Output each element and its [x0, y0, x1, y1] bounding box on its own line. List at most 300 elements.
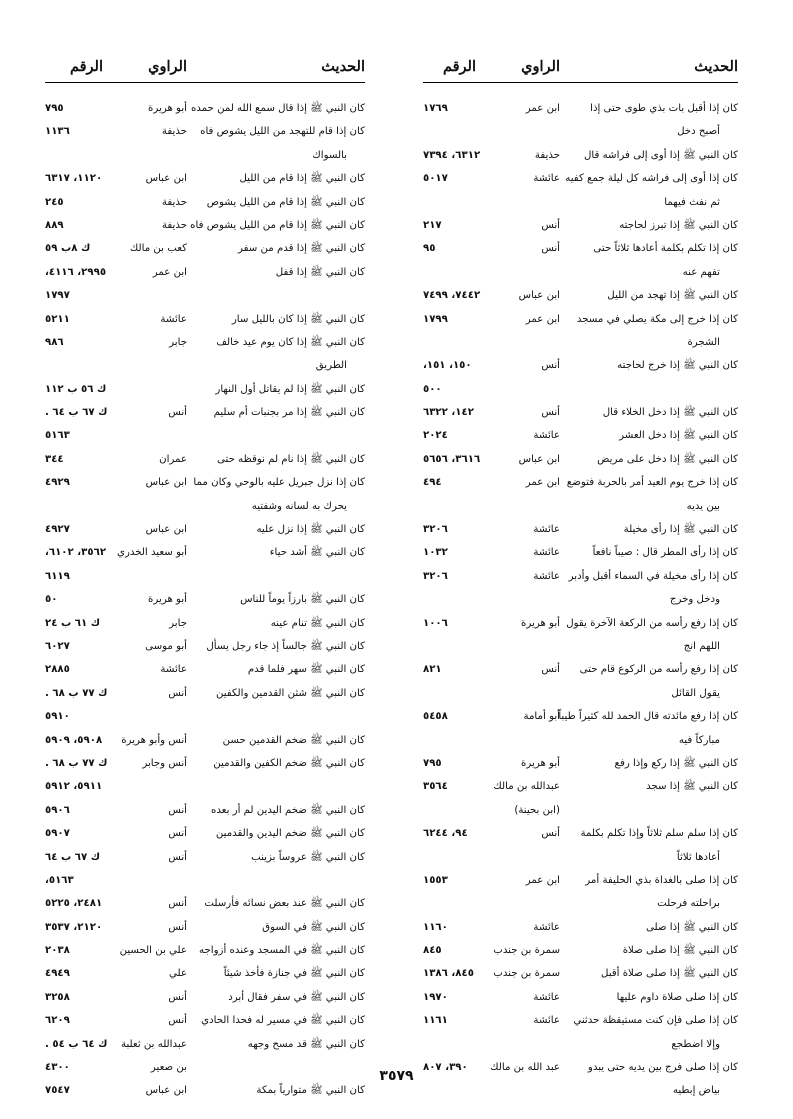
hadith-text: أعادها ثلاثاً	[676, 851, 720, 863]
hadith-text: كان النبي ﷺ إذا تبرز لحاجته	[619, 219, 738, 231]
hadith-number: ١٠٣٢	[423, 547, 448, 559]
hadith-text: بالسواك	[312, 149, 347, 161]
index-row	[423, 729, 738, 752]
hadith-number: ٣٤٤	[45, 453, 64, 465]
index-row	[423, 612, 738, 635]
index-row	[423, 308, 738, 331]
hadith-text: كان النبي ﷺ إذا نام لم نوقظه حتى	[217, 453, 365, 465]
hadith-text: كان النبي ﷺ إذا دخل على مريض	[597, 453, 738, 465]
hadith-text: كان النبي ﷺ في السوق	[262, 921, 365, 933]
hadith-text: كان النبي ﷺ إذا دخل الخلاء قال	[602, 407, 738, 419]
hadith-number: ١٧٩٩	[423, 313, 448, 325]
index-row	[45, 892, 365, 915]
narrator: عبد الله بن مالك	[490, 1062, 560, 1074]
hadith-number: ٣٦١٦، ٥٦٥٦	[423, 453, 481, 465]
header-hadith: الحديث	[694, 58, 738, 75]
hadith-number: ٥٩٠٧	[45, 828, 70, 840]
narrator: بن صعير	[150, 1062, 187, 1074]
index-row	[45, 191, 365, 214]
hadith-number: ١١٦٠	[423, 921, 448, 933]
hadith-text: ودخل وخرج	[669, 594, 720, 606]
hadith-number: ٣٥٦٢، ٦١٠٢،	[45, 547, 107, 559]
index-row	[423, 822, 738, 845]
hadith-text: كان النبي ﷺ في سفر فقال أبرد	[228, 991, 365, 1003]
index-row	[45, 565, 365, 588]
hadith-number: ٤٩٤٩	[45, 968, 70, 980]
hadith-number: ٢٤٨١، ٥٢٢٥	[45, 898, 103, 910]
narrator: ابن عباس	[518, 290, 560, 302]
hadith-number: ١٧٦٩	[423, 103, 448, 114]
hadith-text: كان النبي ﷺ ضخم اليدين لم أر بعده	[210, 804, 365, 816]
hadith-number: ٧٩٥	[45, 103, 64, 114]
hadith-text: كان النبي ﷺ ضخم اليدين والقدمين	[215, 828, 365, 840]
hadith-number: ٢٩٩٥، ٤١١٦،	[45, 266, 107, 278]
hadith-number: ك ٦٧ ب ٦٤ .	[45, 407, 108, 419]
hadith-text: وإلا اضطجع	[671, 1038, 720, 1050]
left-column	[45, 52, 365, 1103]
narrator: أنس	[168, 898, 187, 910]
hadith-text: كان النبي ﷺ إذا لم يقاتل أول النهار	[215, 383, 365, 395]
narrator: أبو هريرة	[521, 757, 560, 769]
hadith-text: كان إذا تكلم بكلمة أعادها ثلاثاً حتى	[593, 243, 738, 255]
index-row	[45, 354, 365, 377]
index-row	[45, 1033, 365, 1056]
hadith-number: ٦٣١٢، ٧٣٩٤	[423, 149, 481, 161]
narrator: عائشة	[160, 664, 187, 676]
hadith-text: كان النبي ﷺ إذا تهجد من الليل	[607, 290, 738, 302]
index-row	[45, 612, 365, 635]
narrator: أنس	[168, 851, 187, 863]
index-row	[45, 401, 365, 424]
hadith-text: كان إذا قام للتهجد من الليل يشوص فاه	[200, 126, 365, 138]
narrator: أبو سعيد الخدري	[116, 547, 187, 559]
index-row	[423, 752, 738, 775]
index-row	[45, 799, 365, 822]
hadith-number: ٥٤٥٨	[423, 711, 448, 723]
hadith-number: ك ٦٧ ب ٦٤	[45, 851, 101, 863]
narrator: علي	[169, 968, 187, 980]
index-row	[423, 588, 738, 611]
narrator: حذيفة	[161, 126, 187, 138]
narrator: كعب بن مالك	[129, 243, 187, 255]
hadith-text: كان إذا صلى بالغداة بذي الحليفة أمر	[585, 874, 738, 886]
hadith-number: ك ٧٧ ب ٦٨ .	[45, 687, 108, 699]
narrator: ابن عمر	[525, 477, 560, 489]
hadith-number: ١١٣٦	[45, 126, 70, 138]
index-row	[423, 916, 738, 939]
narrator: أنس وجابر	[142, 757, 187, 769]
hadith-text: مباركاً فيه	[678, 734, 720, 746]
index-row	[423, 378, 738, 401]
index-row	[423, 775, 738, 798]
hadith-text: كان النبي ﷺ إذا سجد	[646, 781, 738, 793]
hadith-number: ٢٤٥	[45, 196, 64, 208]
hadith-text: أصبح دخل	[677, 126, 720, 138]
index-row	[423, 144, 738, 167]
hadith-number: ٨٤٥	[423, 945, 442, 957]
narrator: سمرة بن جندب	[493, 945, 560, 957]
hadith-number: ٦٠٢٧	[45, 640, 70, 652]
hadith-text: كان النبي ﷺ تنام عينه	[270, 617, 365, 629]
hadith-number: ٤٩٢٧	[45, 524, 70, 536]
hadith-number: ٩٤، ٦٢٤٤	[423, 828, 468, 840]
hadith-number: ٣٢٠٦	[423, 524, 448, 536]
hadith-text: كان النبي ﷺ إذا كان بالليل سار	[231, 313, 365, 325]
hadith-text: كان النبي ﷺ بارزاً يوماً للناس	[240, 594, 365, 606]
index-row	[45, 822, 365, 845]
hadith-text: كان النبي ﷺ في جنازة فأخذ شيئاً	[223, 968, 365, 980]
hadith-text: كان النبي ﷺ في المسجد وعنده أزواجه	[199, 945, 365, 957]
narrator: أنس	[168, 687, 187, 699]
index-row	[45, 682, 365, 705]
narrator: أنس	[541, 243, 560, 255]
hadith-number: ٦٢٠٩	[45, 1015, 70, 1027]
index-row	[45, 588, 365, 611]
narrator: عائشة	[533, 173, 560, 185]
index-row	[45, 214, 365, 237]
hadith-number: ك ٥٦ ب ١١٢	[45, 383, 107, 395]
hadith-number: ٣٢٠٦	[423, 570, 448, 582]
narrator: جابر	[169, 336, 187, 348]
hadith-number: ٥٠٠	[423, 383, 442, 395]
hadith-number: ٢٠٢٤	[423, 430, 448, 442]
index-row	[423, 892, 738, 915]
narrator: أنس	[168, 921, 187, 933]
hadith-text: كان النبي ﷺ إذا خرج لحاجته	[617, 360, 738, 372]
hadith-number: ١٧٩٧	[45, 290, 70, 302]
narrator: ابن عباس	[145, 524, 187, 536]
hadith-text: كان النبي ﷺ إذا قام من الليل	[239, 173, 365, 185]
narrator: ابن عباس	[145, 477, 187, 489]
hadith-number: ١٩٧٠	[423, 991, 448, 1003]
hadith-text: ثم نفث فيهما	[664, 196, 720, 208]
narrator: أنس	[541, 360, 560, 372]
hadith-number: ٢٨٨٥	[45, 664, 70, 676]
narrator: أبو موسى	[145, 640, 187, 652]
hadith-number: ١١٦١	[423, 1015, 448, 1027]
header-hadith: الحديث	[321, 58, 365, 75]
index-row	[423, 167, 738, 190]
hadith-text: تفهم عنه	[682, 266, 720, 278]
hadith-number: ٤٣٠٠	[45, 1062, 70, 1074]
index-row	[423, 1009, 738, 1032]
index-row	[45, 775, 365, 798]
hadith-text: كان إذا خرج يوم العيد أمر بالحربة فتوضع	[566, 477, 738, 489]
hadith-text: كان إذا أوى إلى فراشه كل ليلة جمع كفيه	[565, 173, 738, 185]
hadith-text: كان إذا صلى صلاة داوم عليها	[616, 991, 738, 1003]
hadith-number: ١٥٠، ١٥١،	[423, 360, 472, 372]
narrator: عمران	[159, 453, 187, 465]
index-row	[45, 331, 365, 354]
narrator: عائشة	[533, 524, 560, 536]
hadith-number: ١١٢٠، ٦٣١٧	[45, 173, 103, 185]
index-row	[45, 986, 365, 1009]
hadith-number: ٧٤٤٢، ٧٤٩٩	[423, 290, 481, 302]
index-row	[45, 167, 365, 190]
narrator: ابن عمر	[525, 874, 560, 886]
hadith-number: ٥١٦٣	[45, 430, 70, 442]
hadith-text: يحرك به لسانه وشفتيه	[251, 500, 347, 512]
index-row	[423, 331, 738, 354]
hadith-text: كان إذا أقبل بات بذي طوى حتى إذا	[590, 103, 738, 114]
index-row	[423, 541, 738, 564]
index-row	[45, 495, 365, 518]
hadith-number: ٥٢١١	[45, 313, 70, 325]
header-raqam: الرقم	[69, 58, 103, 75]
index-row	[423, 962, 738, 985]
hadith-number: ١٠٠٦	[423, 617, 448, 629]
index-row	[45, 962, 365, 985]
hadith-text: كان النبي ﷺ إذا ركع وإذا رفع	[614, 757, 738, 769]
index-row	[423, 518, 738, 541]
hadith-text: كان النبي ﷺ إذا قفل	[275, 266, 365, 278]
narrator: أنس	[168, 804, 187, 816]
hadith-text: كان النبي ﷺ إذا قدم من سفر	[238, 243, 365, 255]
narrator: عائشة	[160, 313, 187, 325]
page-number: ٣٥٧٩	[379, 1068, 414, 1084]
index-row	[45, 448, 365, 471]
index-row	[423, 354, 738, 377]
index-row	[423, 705, 738, 728]
column-header	[423, 52, 738, 83]
narrator: جابر	[169, 617, 187, 629]
index-row	[423, 495, 738, 518]
hadith-number: ١٤٢، ٦٣٢٢	[423, 407, 474, 419]
hadith-text: كان النبي ﷺ إذا كان يوم عيد خالف	[216, 336, 365, 348]
narrator: عائشة	[533, 570, 560, 582]
index-row	[423, 565, 738, 588]
hadith-number: ٦١١٩	[45, 570, 70, 582]
index-row	[45, 378, 365, 401]
index-row	[423, 1033, 738, 1056]
hadith-text: بين يديه	[686, 500, 720, 512]
narrator: ابن عمر	[525, 313, 560, 325]
narrator: أنس	[168, 1015, 187, 1027]
hadith-text: كان النبي ﷺ جالساً إذ جاء رجل يسأل	[206, 640, 365, 652]
index-row	[423, 214, 738, 237]
hadith-number: ٨٢١	[423, 664, 442, 676]
header-rawi: الراوي	[521, 58, 560, 75]
hadith-number: ٩٥	[423, 243, 436, 255]
hadith-text: كان النبي ﷺ إذا صلى صلاة أقبل	[600, 968, 738, 980]
narrator: ابن عباس	[518, 453, 560, 465]
hadith-number: ك ٦١ ب ٢٤	[45, 617, 101, 629]
hadith-text: بياض إبطيه	[672, 1085, 720, 1097]
hadith-text: كان النبي ﷺ ضخم الكفين والقدمين	[213, 757, 365, 769]
narrator: أبو هريرة	[148, 103, 187, 114]
hadith-text: كان النبي ﷺ إذا أوى إلى فراشه قال	[583, 149, 738, 161]
narrator: عبدالله بن ثعلبة	[121, 1038, 187, 1050]
narrator: ابن عمر	[525, 103, 560, 114]
narrator: علي بن الحسين	[119, 945, 187, 957]
hadith-text: كان إذا خرج إلى مكة يصلي في مسجد	[576, 313, 738, 325]
narrator: أنس	[541, 219, 560, 231]
index-row	[45, 308, 365, 331]
hadith-text: كان النبي ﷺ إذا قام من الليل يشوص	[206, 196, 365, 208]
hadith-text: كان النبي ﷺ شثن القدمين والكفين	[215, 687, 365, 699]
index-row	[423, 401, 738, 424]
hadith-text: كان النبي ﷺ إذا صلى	[646, 921, 738, 933]
hadith-number: ١٥٥٣	[423, 874, 448, 886]
hadith-text: كان النبي ﷺ إذا دخل العشر	[619, 430, 738, 442]
hadith-number: ك ٦٤ ب ٥٤ .	[45, 1038, 108, 1050]
hadith-text: كان إذا رفع مائدته قال الحمد لله كثيراً طيباً	[558, 711, 738, 723]
index-row	[423, 97, 738, 120]
narrator: ابن عمر	[152, 266, 187, 278]
hadith-text: الطريق	[315, 360, 347, 372]
hadith-text: كان النبي ﷺ إذا قام من الليل يشوص فاه	[190, 219, 365, 231]
hadith-number: ٨٤٥، ١٣٨٦	[423, 968, 474, 980]
narrator: أنس	[541, 664, 560, 676]
hadith-text: كان إذا رفع رأسه من الركعة الآخرة يقول	[566, 617, 738, 629]
narrator: عائشة	[533, 991, 560, 1003]
index-row	[423, 846, 738, 869]
index-row	[423, 635, 738, 658]
hadith-number: ٣٢٥٨	[45, 991, 70, 1003]
hadith-number: ٧٥٤٧	[45, 1085, 70, 1097]
hadith-number: ٣٩٠، ٨٠٧	[423, 1062, 468, 1074]
index-row	[45, 916, 365, 939]
hadith-number: ك ٧٧ ب ٦٨ .	[45, 757, 108, 769]
narrator: عائشة	[533, 430, 560, 442]
index-row	[45, 635, 365, 658]
narrator: عائشة	[533, 1015, 560, 1027]
narrator: عائشة	[533, 921, 560, 933]
hadith-number: ٥٩١١، ٥٩١٢	[45, 781, 103, 793]
hadith-text: براحلته فرحلت	[657, 898, 720, 910]
index-row	[423, 986, 738, 1009]
index-row	[423, 261, 738, 284]
index-row	[45, 284, 365, 307]
hadith-number: ٩٨٦	[45, 336, 64, 348]
hadith-text: كان إذا رأى المطر قال : صيباً نافعاً	[592, 547, 738, 559]
hadith-number: ٢٠٣٨	[45, 945, 70, 957]
hadith-text: كان النبي ﷺ عروساً بزينب	[251, 851, 365, 863]
hadith-text: يقول القائل	[671, 687, 720, 699]
hadith-text: كان النبي ﷺ إذا نزل عليه	[256, 524, 365, 536]
hadith-number: ٥٩٠٨، ٥٩٠٩	[45, 734, 103, 746]
hadith-text: كان النبي ﷺ إذا قال سمع الله لمن حمده	[190, 103, 365, 114]
hadith-text: كان النبي ﷺ قد مسح وجهه	[247, 1038, 365, 1050]
index-row	[423, 284, 738, 307]
index-row	[45, 752, 365, 775]
index-row	[423, 869, 738, 892]
narrator: (ابن بحينة)	[514, 804, 560, 816]
index-row	[45, 144, 365, 167]
index-row	[45, 1009, 365, 1032]
hadith-number: ٥١٦٣،	[45, 874, 74, 886]
index-row	[423, 424, 738, 447]
hadith-number: ٢١٧	[423, 219, 442, 231]
hadith-text: كان إذا نزل جبريل عليه بالوحي وكان مما	[193, 477, 365, 489]
index-row	[423, 939, 738, 962]
hadith-number: ٥٠	[45, 594, 58, 606]
index-row	[423, 658, 738, 681]
hadith-number: ٢١٢٠، ٣٥٣٧	[45, 921, 103, 933]
hadith-text: كان إذا رفع رأسه من الركوع قام حتى	[579, 664, 738, 676]
index-row	[423, 682, 738, 705]
index-row	[45, 846, 365, 869]
index-row	[45, 705, 365, 728]
index-row	[45, 939, 365, 962]
narrator: أبو هريرة	[521, 617, 560, 629]
narrator: أنس وأبو هريرة	[121, 734, 187, 746]
hadith-text: كان النبي ﷺ ضخم القدمين حسن	[222, 734, 365, 746]
header-rawi: الراوي	[148, 58, 187, 75]
index-row	[423, 120, 738, 143]
index-row	[45, 518, 365, 541]
right-column-rows	[423, 97, 738, 1103]
index-row	[423, 799, 738, 822]
narrator: سمرة بن جندب	[493, 968, 560, 980]
hadith-text: كان النبي ﷺ عند بعض نسائه فأرسلت	[204, 898, 365, 910]
index-row	[423, 471, 738, 494]
hadith-number: ٥٠١٧	[423, 173, 448, 185]
hadith-text: كان النبي ﷺ سهر فلما قدم	[247, 664, 365, 676]
narrator: أنس	[541, 407, 560, 419]
hadith-text: كان إذا صلى فرج بين يديه حتى يبدو	[587, 1062, 738, 1074]
hadith-text: كان إذا رأى مخيلة في السماء أقبل وأدبر	[568, 570, 738, 582]
hadith-number: ٧٩٥	[423, 757, 442, 769]
hadith-number: ٤٩٢٩	[45, 477, 70, 489]
hadith-text: كان النبي ﷺ متوارياً بمكة	[256, 1085, 365, 1097]
narrator: عبدالله بن مالك	[493, 781, 560, 793]
index-row	[45, 120, 365, 143]
index-row	[45, 261, 365, 284]
index-row	[45, 424, 365, 447]
narrator: ابن عباس	[145, 1085, 187, 1097]
hadith-text: كان النبي ﷺ أشد حياء	[269, 547, 365, 559]
right-column	[423, 52, 738, 1103]
index-row	[45, 729, 365, 752]
hadith-text: كان النبي ﷺ إذا صلى صلاة	[622, 945, 738, 957]
hadith-number: ك ٨ب ٥٩	[45, 243, 91, 255]
index-row	[45, 658, 365, 681]
index-row	[45, 97, 365, 120]
hadith-text: كان إذا سلم سلم ثلاثاً وإذا تكلم بكلمة	[580, 828, 738, 840]
hadith-text: كان النبي ﷺ إذا رأى مخيلة	[623, 524, 738, 536]
hadith-text: الشجرة	[687, 336, 720, 348]
hadith-number: ٣٥٦٤	[423, 781, 448, 793]
index-row	[45, 869, 365, 892]
narrator: أبو أمامة	[523, 711, 560, 723]
narrator: حذيفة	[534, 149, 560, 161]
index-row	[45, 541, 365, 564]
narrator: أنس	[168, 991, 187, 1003]
narrator: أبو هريرة	[148, 594, 187, 606]
hadith-number: ٤٩٤	[423, 477, 442, 489]
column-header	[45, 52, 365, 83]
hadith-number: ٨٨٩	[45, 219, 64, 231]
hadith-text: اللهم انج	[683, 640, 720, 652]
narrator: أنس	[168, 828, 187, 840]
index-row	[423, 448, 738, 471]
narrator: أنس	[168, 407, 187, 419]
index-row	[423, 191, 738, 214]
narrator: حذيفة	[161, 219, 187, 231]
header-raqam: الرقم	[442, 58, 476, 75]
index-row	[45, 471, 365, 494]
index-row	[45, 237, 365, 260]
hadith-text: كان إذا صلى فإن كنت مستيقظة حدثني	[573, 1015, 738, 1027]
narrator: ابن عباس	[145, 173, 187, 185]
hadith-number: ٥٩٠٦	[45, 804, 70, 816]
index-row	[423, 237, 738, 260]
hadith-text: كان النبي ﷺ إذا مر بجنبات أم سليم	[213, 407, 365, 419]
narrator: عائشة	[533, 547, 560, 559]
narrator: أنس	[541, 828, 560, 840]
hadith-number: ٥٩١٠	[45, 711, 70, 723]
